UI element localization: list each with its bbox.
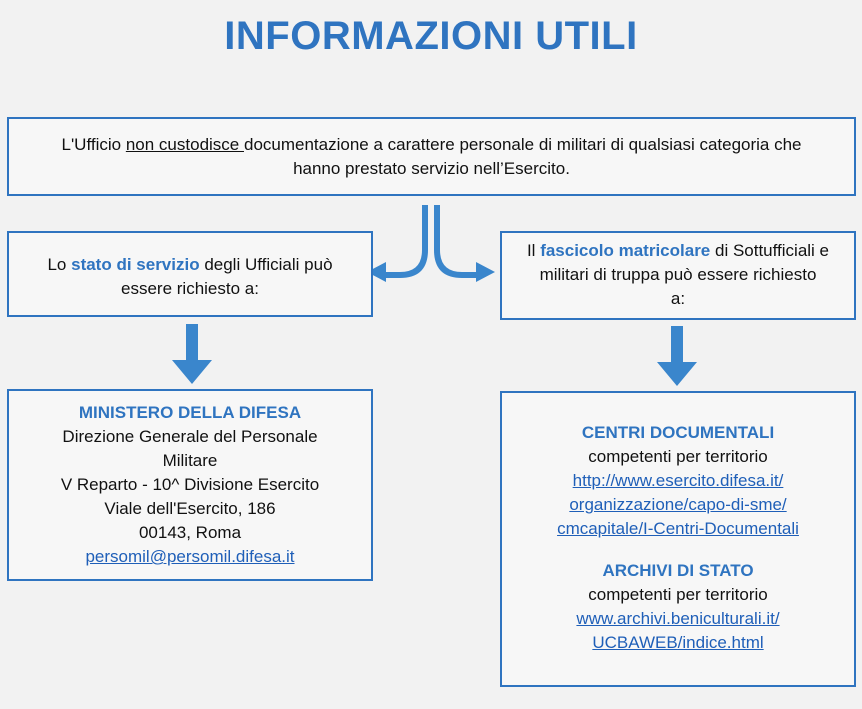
right-suffix: di Sottufficiali e bbox=[710, 241, 830, 260]
ministero-line: Militare bbox=[162, 451, 218, 470]
archivi-link-line-2[interactable]: UCBAWEB/indice.html bbox=[592, 633, 764, 652]
left-line-1 bbox=[9, 253, 371, 277]
section-spacer bbox=[502, 541, 854, 559]
info-prefix: L'Ufficio bbox=[61, 135, 126, 154]
info-line-2: hanno prestato servizio nell’Esercito. bbox=[293, 159, 570, 178]
left-line-2: essere richiesto a: bbox=[121, 279, 259, 298]
info-underlined: non custodisce bbox=[125, 135, 244, 154]
centri-subtitle: competenti per territorio bbox=[588, 447, 768, 466]
ministero-line: Viale dell'Esercito, 186 bbox=[104, 499, 276, 518]
info-rest: documentazione a carattere personale di militari di qualsiasi categoria che bbox=[243, 135, 802, 154]
centri-link-line-3[interactable]: cmcapitale/I-Centri-Documentali bbox=[557, 519, 799, 538]
box-centri-archivi bbox=[500, 391, 856, 687]
centri-link-line-1[interactable]: http://www.esercito.difesa.it/ bbox=[572, 471, 784, 490]
page-title: INFORMAZIONI UTILI bbox=[224, 14, 638, 58]
highlight-stato-di-servizio: stato di servizio bbox=[71, 255, 200, 274]
archivi-subtitle: competenti per territorio bbox=[588, 585, 768, 604]
arrow-down-right-icon bbox=[657, 326, 697, 386]
ministero-line: Direzione Generale del Personale bbox=[62, 427, 318, 446]
right-line-3: a: bbox=[670, 289, 686, 308]
centri-heading: CENTRI DOCUMENTALI bbox=[581, 423, 775, 442]
box-ministero-difesa bbox=[7, 389, 373, 581]
email-link[interactable]: persomil@persomil.difesa.it bbox=[85, 547, 295, 566]
left-suffix: degli Ufficiali può bbox=[199, 255, 333, 274]
fork-arrow-icon bbox=[367, 205, 495, 282]
archivi-link-line-1[interactable]: www.archivi.beniculturali.it/ bbox=[576, 609, 780, 628]
right-line-2: militari di truppa può essere richiesto bbox=[539, 265, 817, 284]
centri-link-line-2[interactable]: organizzazione/capo-di-sme/ bbox=[569, 495, 787, 514]
ministero-line: 00143, Roma bbox=[138, 523, 242, 542]
box-stato-di-servizio bbox=[7, 231, 373, 317]
highlight-fascicolo-matricolare: fascicolo matricolare bbox=[540, 241, 711, 260]
archivi-heading: ARCHIVI DI STATO bbox=[602, 561, 754, 580]
box-fascicolo-matricolare bbox=[500, 231, 856, 320]
right-prefix: Il bbox=[526, 241, 541, 260]
right-line-1 bbox=[502, 239, 854, 263]
ministero-line: V Reparto - 10^ Divisione Esercito bbox=[60, 475, 320, 494]
left-prefix: Lo bbox=[47, 255, 72, 274]
arrow-down-left-icon bbox=[172, 324, 212, 384]
ministero-heading: MINISTERO DELLA DIFESA bbox=[78, 403, 302, 422]
